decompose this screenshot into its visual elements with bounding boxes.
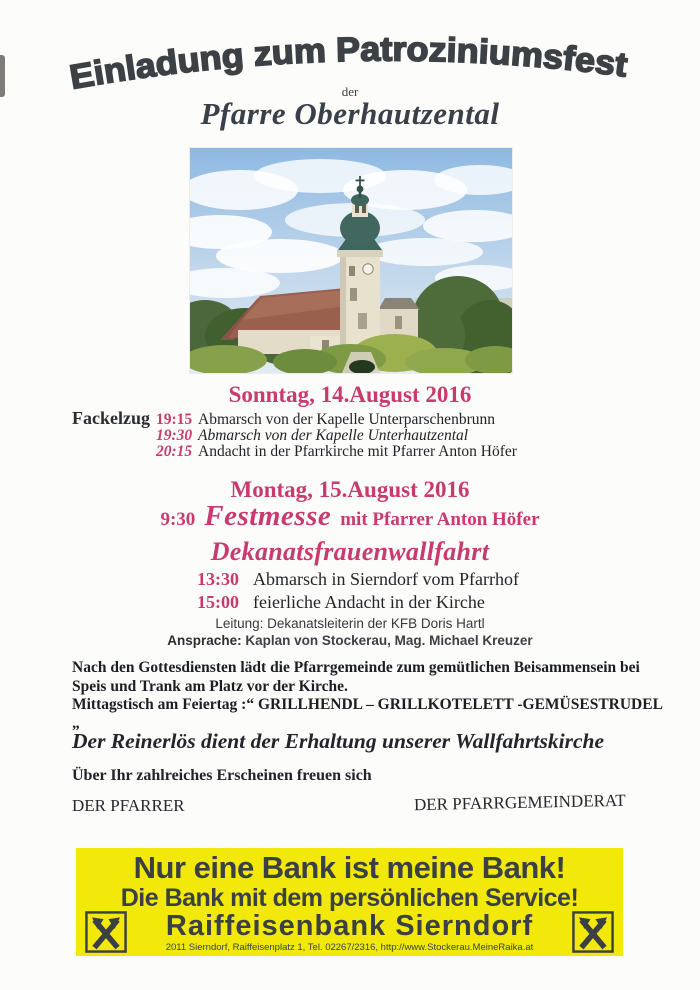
schedule-row xyxy=(72,428,652,444)
schedule-text: Abmarsch in Sierndorf vom Pfarrhof xyxy=(253,569,519,589)
ansprache-text: Kaplan von Stockerau, Mag. Michael Kreuzer xyxy=(245,633,533,648)
subtitle-der: der xyxy=(341,84,359,99)
page-title: Einladung zum Patroziniumsfest xyxy=(66,33,629,97)
schedule-row xyxy=(72,444,652,460)
schedule-row xyxy=(197,591,519,614)
schedule-time: 20:15 xyxy=(156,442,193,460)
church-photo xyxy=(190,148,512,373)
closing-line: Über Ihr zahlreiches Erscheinen freuen sich xyxy=(72,767,372,784)
banner-slogan-2: Die Bank mit dem persönlichen Service! xyxy=(120,884,579,912)
signature-pfarrer: DER PFARRER xyxy=(72,796,185,815)
paragraph-line: Nach den Gottesdiensten lädt die Pfarrgemeinde zum gemütlichen Beisammensein bei xyxy=(72,659,640,676)
schedule-text: feierliche Andacht in der Kirche xyxy=(253,592,485,612)
schedule-row xyxy=(197,568,519,591)
schedule-row xyxy=(72,408,652,428)
pilgrimage-heading: Dekanatsfrauenwallfahrt xyxy=(210,537,490,566)
ansprache-line xyxy=(0,633,700,648)
pilgrimage-schedule xyxy=(197,568,519,614)
sunday-heading: Sonntag, 14.August 2016 xyxy=(228,382,472,407)
bank-name: Raiffeisenbank Sierndorf xyxy=(165,910,534,942)
bank-ad-banner xyxy=(76,848,623,956)
schedule-time: 13:30 xyxy=(197,569,239,589)
ansprache-label: Ansprache: xyxy=(167,633,242,648)
banner-slogan-1: Nur eine Bank ist meine Bank! xyxy=(133,850,566,885)
mass-celebrant: mit Pfarrer Anton Höfer xyxy=(340,509,540,530)
paragraph-line: Speis und Trank am Platz vor der Kirche. xyxy=(72,677,348,695)
paragraph-line: Mittagstisch am Feiertag :“ GRILLHENDL – GRILLKOTELETT -GEMÜSESTRUDEL „ xyxy=(72,696,663,732)
info-paragraph xyxy=(72,659,664,733)
mass-time: 9:30 xyxy=(160,509,196,530)
schedule-text: Abmarsch von der Kapelle Unterhautzental xyxy=(198,426,469,444)
fackelzug-label: Fackelzug xyxy=(72,408,150,428)
parish-name: Pfarre Oberhautzental xyxy=(200,96,500,131)
signature-pfarrgemeinderat: DER PFARRGEMEINDERAT xyxy=(413,790,626,815)
schedule-time: 19:15 xyxy=(156,411,193,428)
bank-address: 2011 Sierndorf, Raiffeisenplatz 1, Tel. 02267/2316, http://www.Stockerau.MeineRaika.at xyxy=(165,942,534,953)
leitung-line: Leitung: Dekanatsleiterin der KFB Doris Hartl xyxy=(215,616,485,631)
mass-name: Festmesse xyxy=(204,500,332,532)
schedule-time: 15:00 xyxy=(197,592,239,612)
festmesse-line xyxy=(0,500,700,533)
schedule-text: Andacht in der Pfarrkirche mit Pfarrer Anton Höfer xyxy=(198,442,517,460)
schedule-time: 19:30 xyxy=(156,426,193,444)
monday-heading: Montag, 15.August 2016 xyxy=(230,477,470,502)
schedule-text: Abmarsch von der Kapelle Unterparschenbrunn xyxy=(198,411,495,428)
proceeds-line: Der Reinerlös dient der Erhaltung unserer Wallfahrtskirche xyxy=(72,729,605,753)
sunday-schedule xyxy=(72,408,652,460)
